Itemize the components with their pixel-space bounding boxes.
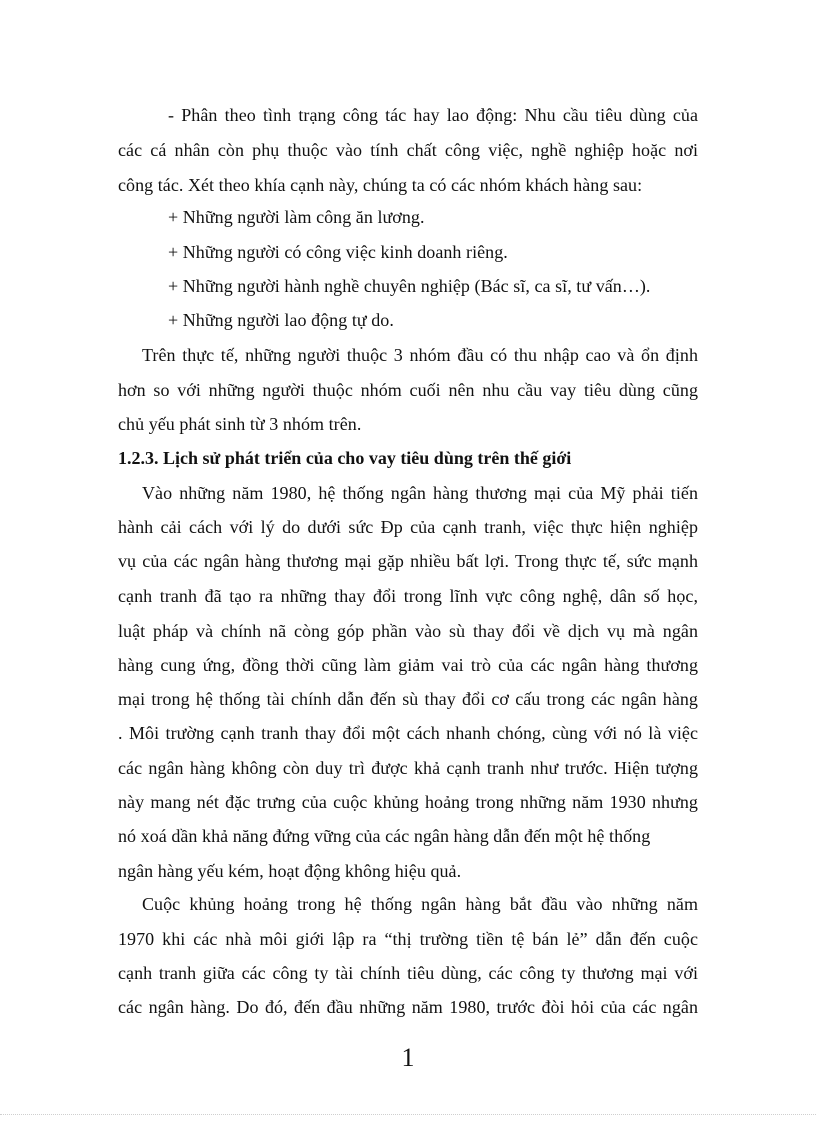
page-number: 1 xyxy=(401,1043,415,1072)
text-line: công tác. Xét theo khía cạnh này, chúng ta có các nhóm khách hàng sau: xyxy=(118,175,643,195)
text-line: Vào những năm 1980, hệ thống ngân hàng thương mại của Mỹ phải tiến xyxy=(142,483,698,503)
text-line: cạnh tranh giữa các công ty tài chính tiêu dùng, các công ty thương mại với xyxy=(118,963,698,983)
text-line: mại trong hệ thống tài chính dẫn đến sù thay đổi cơ cấu trong các ngân hàng xyxy=(118,689,698,709)
text-line: hành cải cách với lý do dưới sức Ðp của cạnh tranh, việc thực hiện nghiệp xyxy=(118,517,698,537)
list-item: + Những người làm công ăn lương. xyxy=(168,207,425,227)
section-heading: 1.2.3. Lịch sử phát triển của cho vay tiêu dùng trên thế giới xyxy=(118,448,572,468)
text-line: các ngân hàng. Do đó, đến đầu những năm 1980, trước đòi hỏi của các ngân xyxy=(118,997,698,1017)
text-line: này mang nét đặc trưng của cuộc khủng hoảng trong những năm 1930 nhưng xyxy=(118,792,698,812)
text-line: 1970 khi các nhà môi giới lập ra “thị trường tiền tệ bán lẻ” dẫn đến cuộc xyxy=(118,929,698,949)
text-line: Cuộc khủng hoảng trong hệ thống ngân hàng bắt đầu vào những năm xyxy=(142,894,698,914)
list-item: + Những người lao động tự do. xyxy=(168,310,394,330)
list-item: + Những người hành nghề chuyên nghiệp (Bác sĩ, ca sĩ, tư vấn…). xyxy=(168,276,651,296)
text-line: chủ yếu phát sinh từ 3 nhóm trên. xyxy=(118,414,362,434)
text-line: cạnh tranh đã tạo ra những thay đổi trong lĩnh vực công nghệ, dân số học, xyxy=(118,586,698,606)
text-line: - Phân theo tình trạng công tác hay lao động: Nhu cầu tiêu dùng của xyxy=(168,105,698,125)
text-line: hơn so với những người thuộc nhóm cuối nên nhu cầu vay tiêu dùng cũng xyxy=(118,380,698,400)
list-item: + Những người có công việc kinh doanh riêng. xyxy=(168,242,508,262)
text-line: các cá nhân còn phụ thuộc vào tính chất công việc, nghề nghiệp hoặc nơi xyxy=(118,140,698,160)
text-line: . Môi trường cạnh tranh thay đổi một cách nhanh chóng, cùng với nó là việc xyxy=(118,723,698,743)
text-line: ngân hàng yếu kém, hoạt động không hiệu quả. xyxy=(118,861,462,881)
text-line: luật pháp và chính nã còng góp phần vào sù thay đổi về dịch vụ mà ngân xyxy=(118,621,698,641)
page-bottom-divider xyxy=(0,1114,816,1115)
text-line: nó xoá dần khả năng đứng vững của các ngân hàng dẫn đến một hệ thống xyxy=(118,826,651,846)
text-line: Trên thực tế, những người thuộc 3 nhóm đầu có thu nhập cao và ổn định xyxy=(142,345,698,365)
text-line: các ngân hàng không còn duy trì được khả cạnh tranh như trước. Hiện tượng xyxy=(118,758,698,778)
text-line: vụ của các ngân hàng thương mại gặp nhiều bất lợi. Trong thực tế, sức mạnh xyxy=(118,551,698,571)
text-line: hàng cung ứng, đồng thời cũng làm giảm vai trò của các ngân hàng thương xyxy=(118,655,698,675)
